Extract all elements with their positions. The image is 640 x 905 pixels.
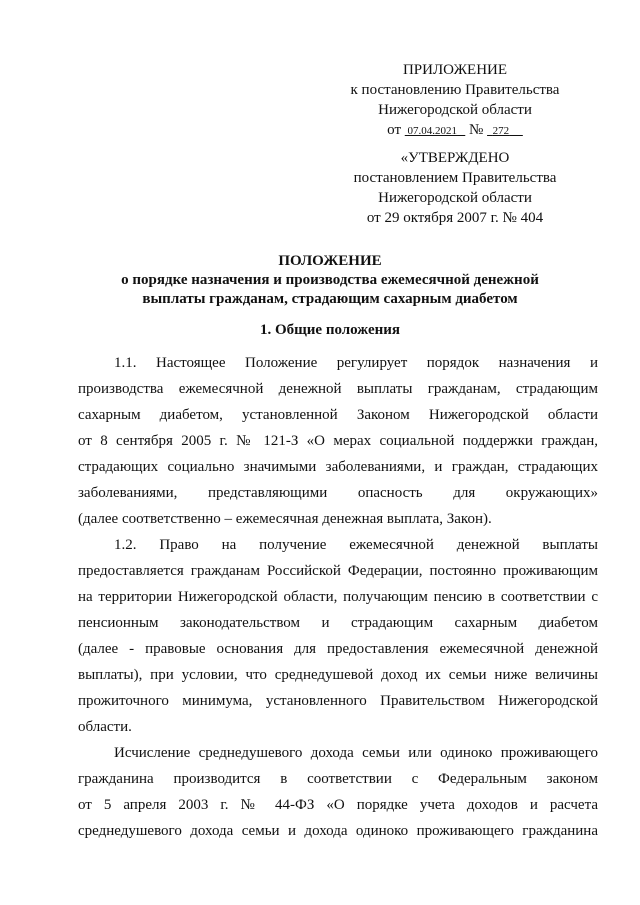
appendix-date: 07.04.2021	[407, 125, 458, 137]
body-line: среднедушевого дохода семьи и дохода одиноко проживающего гражданина	[78, 823, 598, 839]
body-line: 1.1. Настоящее Положение регулирует порядок назначения и	[114, 355, 598, 371]
appendix-from-label: от	[387, 122, 402, 138]
document-subtitle-1: о порядке назначения и производства ежемесячной денежной	[121, 272, 539, 288]
body-line: сахарным диабетом, установленной Законом Нижегородской области	[78, 407, 598, 423]
appendix-number: 272	[492, 125, 510, 137]
body-line: (далее - правовые основания для предоставления ежемесячной денежной	[78, 641, 598, 657]
appendix-title: ПРИЛОЖЕНИЕ	[402, 62, 508, 78]
body-line: прожиточного минимума, установленного Правительством Нижегородской	[78, 693, 598, 709]
document-title-block	[60, 252, 600, 309]
body-line: заболеваниями, представляющими опасность для окружающих»	[78, 485, 598, 501]
body-line: (далее соответственно – ежемесячная денежная выплата, Закон).	[78, 511, 492, 527]
appendix-line3: Нижегородской области	[378, 102, 532, 118]
approved-title: «УТВЕРЖДЕНО	[400, 150, 510, 166]
body-line: выплаты), при условии, что среднедушевой доход их семьи ниже величины	[78, 667, 598, 683]
body-line: от 8 сентября 2005 г. № 121-З «О мерах социальной поддержки граждан,	[78, 433, 598, 449]
body-line: гражданина производится в соответствии с Федеральным законом	[78, 771, 598, 787]
body-line: Исчисление среднедушевого дохода семьи или одиноко проживающего	[114, 745, 598, 761]
appendix-number-label: №	[469, 122, 484, 138]
body-line: предоставляется гражданам Российской Федерации, постоянно проживающим	[78, 563, 598, 579]
approved-header	[295, 148, 615, 228]
appendix-header	[295, 60, 615, 141]
body-text	[78, 350, 598, 844]
body-line: производства ежемесячной денежной выплаты гражданам, страдающим	[78, 381, 598, 397]
document-title: ПОЛОЖЕНИЕ	[278, 253, 382, 269]
section-title: 1. Общие положения	[259, 322, 401, 338]
approved-line3: Нижегородской области	[378, 190, 532, 206]
approved-line4: от 29 октября 2007 г. № 404	[366, 210, 544, 226]
body-line: от 5 апреля 2003 г. № 44-ФЗ «О порядке учета доходов и расчета	[78, 797, 598, 813]
body-line: 1.2. Право на получение ежемесячной денежной выплаты	[114, 537, 598, 553]
appendix-date-line	[295, 120, 615, 141]
document-subtitle-2: выплаты гражданам, страдающим сахарным диабетом	[142, 291, 518, 307]
approved-line2: постановлением Правительства	[353, 170, 557, 186]
body-line: на территории Нижегородской области, получающим пенсию в соответствии с	[78, 589, 598, 605]
body-line: области.	[78, 719, 132, 735]
appendix-line2: к постановлению Правительства	[350, 82, 560, 98]
body-line: пенсионным законодательством и страдающим сахарным диабетом	[78, 615, 598, 631]
body-line: страдающих социально значимыми заболеваниями, и граждан, страдающих	[78, 459, 598, 475]
